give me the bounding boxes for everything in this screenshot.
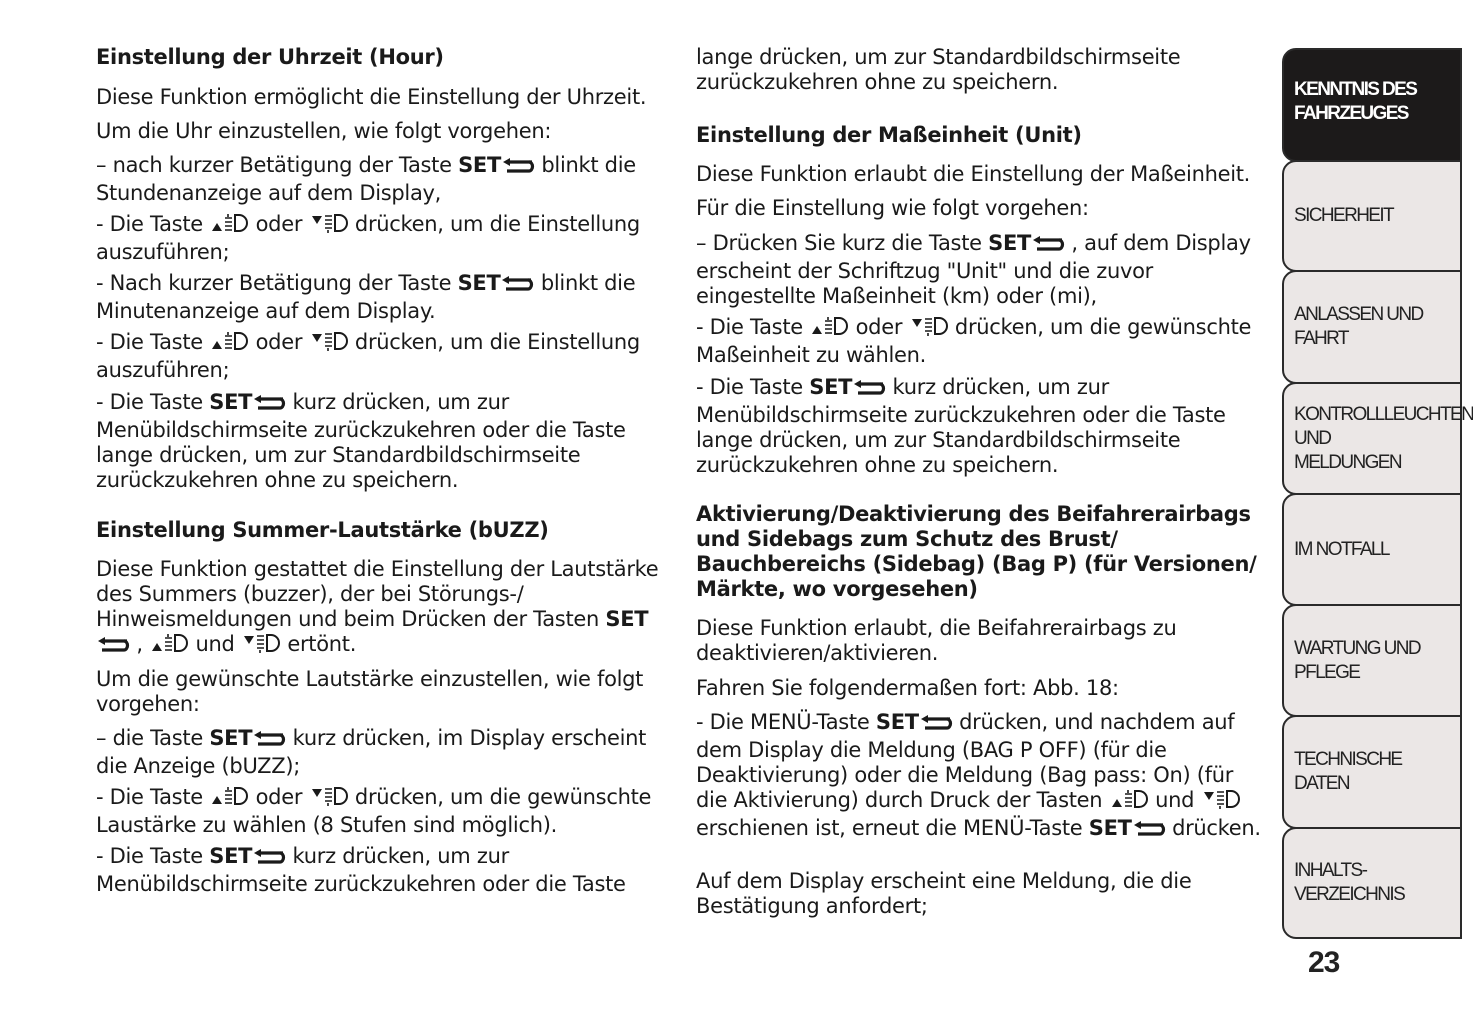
text: Aktivierung/Deaktivierung des Beifahrerairbags und Sidebags zum Schutz des Brust/ Bauchbereichs (Sidebag) (Bag P) (für Versionen/ Märkte, wo vorgesehen) bbox=[696, 502, 1257, 601]
text: kurz drücken, um zur Menübildschirmseite zurückzukehren oder die Taste lange drücken, um zur Standardbildschirmseite zurückzukehren ohne zu speichern. bbox=[696, 375, 1226, 477]
text: Um die Uhr einzustellen, wie folgt vorgehen: bbox=[96, 119, 552, 143]
return-arrow-icon bbox=[919, 713, 953, 738]
paragraph bbox=[696, 616, 1262, 666]
paragraph bbox=[696, 676, 1262, 701]
chapter-tab-label: KONTROLLLEUCHTEN UND MELDUNGEN bbox=[1294, 403, 1473, 473]
chapter-tab[interactable] bbox=[1282, 715, 1462, 829]
chapter-tab-label: SICHERHEIT bbox=[1294, 205, 1394, 226]
text: blinkt die Stundenanzeige auf dem Display, bbox=[96, 153, 636, 205]
return-arrow-icon bbox=[852, 378, 886, 403]
text: - Die Taste bbox=[96, 390, 210, 414]
return-arrow-icon bbox=[96, 635, 130, 660]
arrow-down-light-icon bbox=[1201, 788, 1241, 816]
text: oder bbox=[849, 315, 909, 339]
chapter-tab-label: IM NOTFALL bbox=[1294, 538, 1389, 560]
text: – nach kurzer Betätigung der Taste bbox=[96, 153, 459, 177]
text: – Drücken Sie kurz die Taste bbox=[696, 231, 989, 255]
return-arrow-icon bbox=[252, 847, 286, 872]
text: – die Taste bbox=[96, 726, 210, 750]
text: Um die gewünschte Lautstärke einzustellen, wie folgt vorgehen: bbox=[96, 667, 644, 716]
paragraph bbox=[696, 231, 1262, 309]
return-arrow-icon bbox=[1132, 819, 1166, 844]
paragraph bbox=[96, 667, 661, 717]
section-heading bbox=[96, 518, 661, 543]
paragraph bbox=[696, 315, 1262, 368]
button-name: SET bbox=[875, 710, 919, 734]
chapter-tab-label: ANLASSEN UND FAHRT bbox=[1294, 304, 1423, 349]
text: lange drücken, um zur Standardbildschirmseite zurückzukehren ohne zu speichern. bbox=[696, 45, 1181, 94]
text: Einstellung der Maßeinheit (Unit) bbox=[696, 123, 1082, 147]
text: - Die Taste bbox=[696, 375, 810, 399]
chapter-tab-label: INHALTS- VERZEICHNIS bbox=[1294, 860, 1405, 905]
arrow-down-light-icon bbox=[309, 785, 349, 813]
chapter-tab[interactable] bbox=[1282, 493, 1462, 606]
arrow-up-light-icon bbox=[1109, 788, 1149, 816]
button-name: SET bbox=[458, 153, 502, 177]
paragraph bbox=[696, 710, 1262, 844]
arrow-up-light-icon bbox=[809, 315, 849, 343]
text: - Nach kurzer Betätigung der Taste bbox=[96, 271, 458, 295]
text: - Die Taste bbox=[96, 844, 210, 868]
button-name: SET bbox=[209, 726, 253, 750]
text: Diese Funktion erlaubt, die Beifahrerairbags zu deaktivieren/aktivieren. bbox=[696, 616, 1177, 665]
button-name: SET bbox=[605, 607, 649, 631]
text: drücken, um die gewünschte Maßeinheit zu wählen. bbox=[696, 315, 1252, 367]
arrow-up-light-icon bbox=[149, 632, 189, 660]
text: drücken, um die Einstellung auszuführen; bbox=[96, 330, 640, 382]
text: Diese Funktion erlaubt die Einstellung der Maßeinheit. bbox=[696, 162, 1251, 186]
text: ertönt. bbox=[280, 632, 357, 656]
arrow-up-light-icon bbox=[209, 212, 249, 240]
text: Auf dem Display erscheint eine Meldung, die die Bestätigung anfordert; bbox=[696, 869, 1192, 918]
section-heading bbox=[696, 123, 1262, 148]
chapter-tab[interactable] bbox=[1282, 48, 1462, 162]
text: blinkt die Minutenanzeige auf dem Display. bbox=[96, 271, 636, 323]
paragraph bbox=[96, 271, 661, 324]
button-name: SET bbox=[457, 271, 501, 295]
text: oder bbox=[249, 330, 309, 354]
button-name: SET bbox=[209, 844, 253, 868]
button-name: SET bbox=[1088, 816, 1132, 840]
paragraph bbox=[696, 869, 1262, 919]
text: drücken, und nachdem auf dem Display die Meldung (BAG P OFF) (für die Deaktivierung) oder die Meldung (Bag pass: On) (für die Aktivierung) durch Druck der Tasten bbox=[696, 710, 1235, 812]
paragraph bbox=[696, 375, 1262, 478]
text: , auf dem Display erscheint der Schriftzug "Unit" und die zuvor eingestellte Maßeinheit (km) oder (mi), bbox=[696, 231, 1251, 308]
chapter-tab-label: KENNTNIS DES FAHRZEUGES bbox=[1294, 79, 1417, 124]
return-arrow-icon bbox=[1031, 234, 1065, 259]
arrow-down-light-icon bbox=[909, 315, 949, 343]
arrow-up-light-icon bbox=[209, 330, 249, 358]
chapter-tab-label: WARTUNG UND PFLEGE bbox=[1294, 637, 1420, 683]
arrow-up-light-icon bbox=[209, 785, 249, 813]
chapter-tab[interactable] bbox=[1282, 382, 1473, 495]
text: - Die Taste bbox=[96, 330, 210, 354]
text: Diese Funktion gestattet die Einstellung der Lautstärke des Summers (buzzer), der bei Störungs-/ Hinweismeldungen und beim Drücken der Tasten bbox=[96, 557, 659, 631]
text: Für die Einstellung wie folgt vorgehen: bbox=[696, 196, 1089, 220]
text: kurz drücken, um zur Menübildschirmseite zurückzukehren oder die Taste bbox=[96, 844, 626, 896]
paragraph bbox=[96, 390, 661, 493]
chapter-tab[interactable] bbox=[1282, 604, 1462, 717]
return-arrow-icon bbox=[500, 274, 534, 299]
paragraph bbox=[96, 85, 661, 110]
text: Diese Funktion ermöglicht die Einstellung der Uhrzeit. bbox=[96, 85, 647, 109]
paragraph bbox=[96, 844, 661, 897]
text: oder bbox=[249, 785, 309, 809]
button-name: SET bbox=[988, 231, 1032, 255]
text: - Die Taste bbox=[696, 315, 810, 339]
arrow-down-light-icon bbox=[309, 212, 349, 240]
return-arrow-icon bbox=[252, 393, 286, 418]
paragraph bbox=[696, 162, 1262, 187]
chapter-tab[interactable] bbox=[1282, 827, 1462, 939]
arrow-down-light-icon bbox=[309, 330, 349, 358]
button-name: SET bbox=[209, 390, 253, 414]
text: - Die Taste bbox=[96, 785, 210, 809]
page-number: 23 bbox=[1308, 946, 1340, 979]
text: drücken, um die gewünschte Laustärke zu wählen (8 Stufen sind möglich). bbox=[96, 785, 652, 837]
text: und bbox=[1148, 788, 1201, 812]
chapter-tab[interactable] bbox=[1282, 270, 1462, 384]
chapter-tab[interactable] bbox=[1282, 160, 1462, 272]
paragraph bbox=[696, 45, 1262, 95]
text: - Die MENÜ-Taste bbox=[696, 710, 876, 734]
section-heading bbox=[696, 502, 1262, 602]
return-arrow-icon bbox=[252, 729, 286, 754]
paragraph bbox=[96, 153, 661, 206]
paragraph bbox=[96, 119, 661, 144]
chapter-tab-label: TECHNISCHE DATEN bbox=[1294, 749, 1402, 794]
text: kurz drücken, um zur Menübildschirmseite zurückzukehren oder die Taste lange drücken, um zur Standardbildschirmseite zurückzukehren ohne zu speichern. bbox=[96, 390, 626, 492]
text: erschienen ist, erneut die MENÜ-Taste bbox=[696, 816, 1089, 840]
paragraph bbox=[96, 330, 661, 383]
return-arrow-icon bbox=[501, 156, 535, 181]
paragraph bbox=[96, 212, 661, 265]
text: Einstellung der Uhrzeit (Hour) bbox=[96, 45, 444, 69]
text: - Die Taste bbox=[96, 212, 210, 236]
paragraph bbox=[96, 557, 661, 660]
arrow-down-light-icon bbox=[241, 632, 281, 660]
text: kurz drücken, im Display erscheint die Anzeige (bUZZ); bbox=[96, 726, 647, 778]
section-heading bbox=[96, 45, 661, 70]
paragraph bbox=[96, 726, 661, 779]
text: drücken. bbox=[1165, 816, 1261, 840]
button-name: SET bbox=[809, 375, 853, 399]
text: Einstellung Summer-Lautstärke (bUZZ) bbox=[96, 518, 549, 542]
text: drücken, um die Einstellung auszuführen; bbox=[96, 212, 640, 264]
text: Fahren Sie folgendermaßen fort: Abb. 18: bbox=[696, 676, 1119, 700]
text: oder bbox=[249, 212, 309, 236]
text: , bbox=[130, 632, 150, 656]
paragraph bbox=[96, 785, 661, 838]
paragraph bbox=[696, 196, 1262, 221]
text: und bbox=[189, 632, 241, 656]
